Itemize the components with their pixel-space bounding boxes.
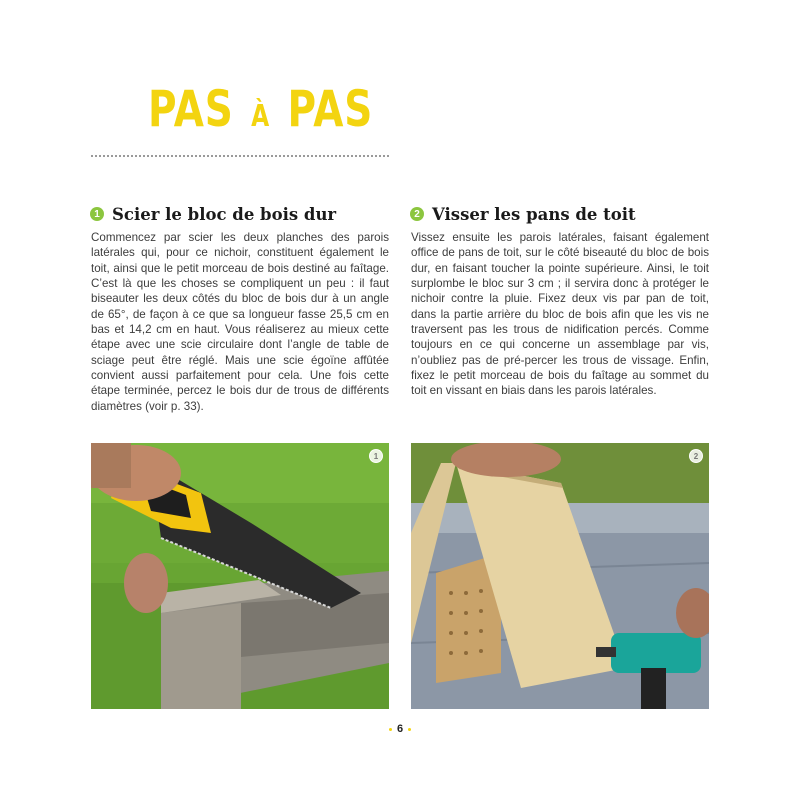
step-2-number: 2 (410, 207, 424, 221)
footer-dot-right (408, 728, 411, 731)
step-1-heading (90, 203, 336, 225)
photo-2-badge: 2 (689, 449, 703, 463)
step-1-title: Scier le bloc de bois dur (112, 204, 337, 224)
step-2-heading (410, 203, 636, 225)
photo-screwing-roof (411, 443, 709, 709)
step-1-text: Commencez par scier les deux planches des parois latérales qui, pour ce nichoir, constituent également le toit, ainsi que le petit morceau de bois destiné au faîtage. C’est là que les choses se compliquent un peu : il faut biseauter les deux côtés du bloc de bois dur à un angle de 65°, de façon à ce que sa longueur fasse 25,5 cm en bas et 14,2 cm en haut. Vous réaliserez au mieux cette étape avec une scie circulaire dont l’angle de table de sciage peut être réglé. Mais une scie égoïne affûtée convient aussi parfaitement pour cela. Une fois cette étape terminée, percez le bois dur de trous de différents diamètres (voir p. 33). (91, 231, 389, 413)
title-divider (91, 155, 389, 157)
step-2-text: Vissez ensuite les parois latérales, faisant également office de pans de toit, sur le côté biseauté du bloc de bois dur, en faisant toucher la pointe supérieure. Ainsi, le toit surplombe le bloc sur 3 cm ; il servira donc à protéger le nichoir contre la pluie. Fixez deux vis par pan de toit, dans la partie arrière du bloc de bois afin que les vis ne traversent pas les trous de nidification percés. Comme toujours en ce qui concerne un assemblage par vis, n’oubliez pas de pré-percer les trous de vissage. Enfin, fixez le petit morceau de bois du faîtage au sommet du toit en vissant en biais dans les parois latérales. (411, 231, 709, 398)
page-number: 6 (396, 723, 404, 735)
photo-screwing-roof-illustration (411, 443, 709, 709)
photo-sawing-wood-illustration (91, 443, 389, 709)
photo-sawing-wood (91, 443, 389, 709)
photo-1-badge: 1 (369, 449, 383, 463)
step-2-title: Visser les pans de toit (432, 204, 636, 224)
title-word-1: PAS (148, 80, 234, 138)
title-word-3: PAS (287, 80, 374, 138)
step-1-number: 1 (90, 207, 104, 221)
page-title (148, 80, 374, 138)
page-footer (380, 723, 420, 735)
title-word-2: À (251, 99, 270, 134)
footer-dot-left (389, 728, 392, 731)
